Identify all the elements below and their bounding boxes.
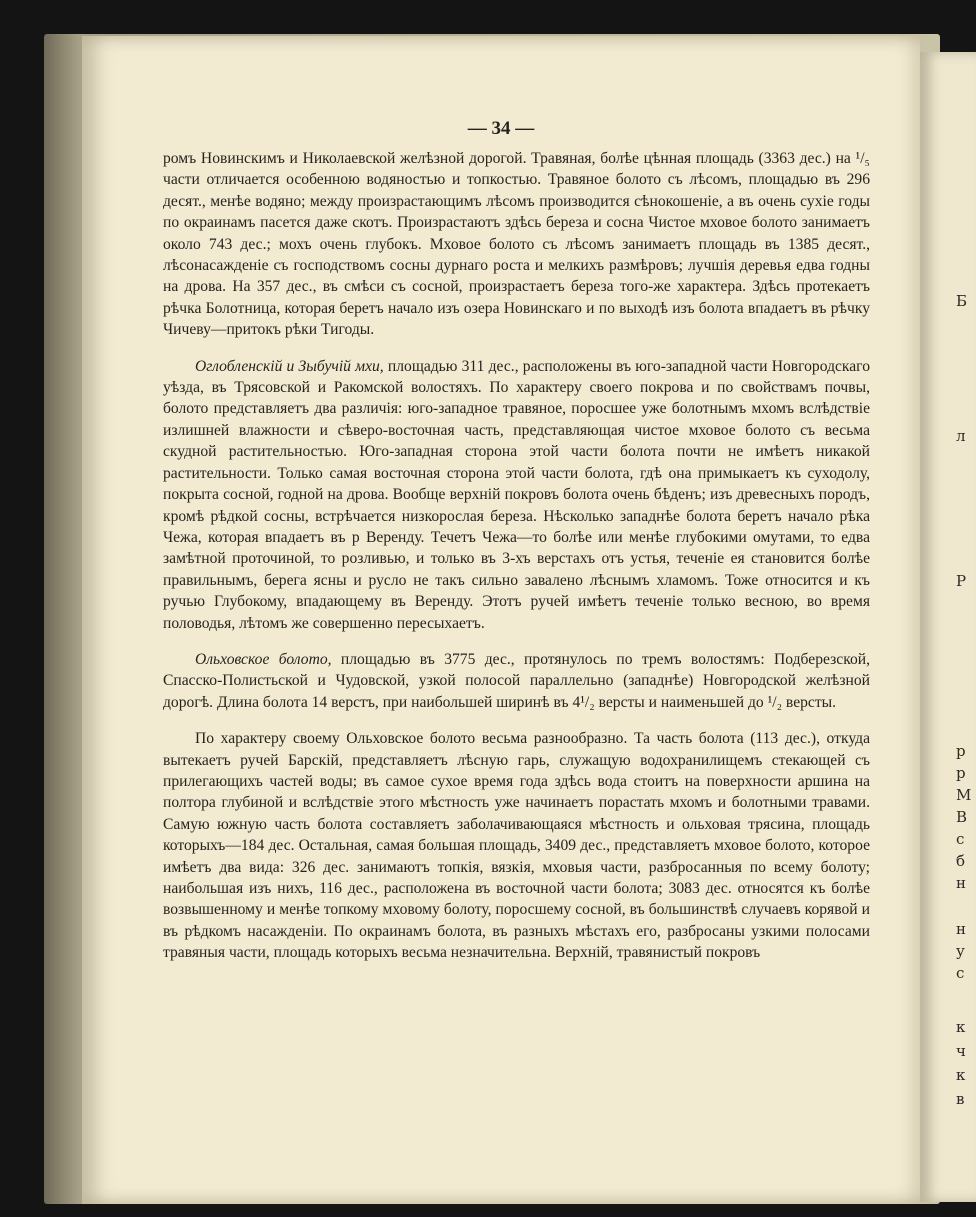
adjacent-page-letter: к [956, 1018, 966, 1036]
adjacent-page-letter: Р [956, 572, 967, 590]
paragraph [163, 148, 870, 341]
adjacent-page-letter: с [956, 964, 965, 982]
paragraph-lead-italic: Оглобленскій и Зыбучій мхи, [195, 357, 384, 375]
paragraph [163, 649, 870, 713]
adjacent-page-strip [920, 52, 976, 1202]
adjacent-page-letter: ч [956, 1042, 966, 1060]
adjacent-page-letter: р [956, 764, 966, 782]
paragraph-text: площадью 311 дес., расположены въ юго-западной части Новгородскаго уѣзда, въ Трясовской и Ракомской волостяхъ. По характеру своего покрова и по свойствамъ почвы, болото представляетъ два различія: юго-западное травяное, поросшее уже болотнымъ мхомъ вслѣдствіе излишней влажности и сѣверо-восточная часть, представляющая чистое мховое болото съ весьма скудной растительностью. Юго-западная сторона этой части болота почти не имѣетъ никакой растительности. Только самая восточная сторона этой части болота, гдѣ она примыкаетъ къ суходолу, покрыта сосной, годной на дрова. Вообще верхній покровъ болота очень бѣденъ; изъ древесныхъ породъ, кромѣ рѣдкой сосны, встрѣчается низкорослая береза. Нѣсколько западнѣе болота беретъ начало рѣка Чежа, которая впадаетъ въ р Веренду. Течетъ Чежа—то болѣе или менѣе глубокими омутами, то едва замѣтной проточиной, то розливью, и только въ 3-хъ верстахъ отъ устья, теченіе ея становится болѣе правильнымъ, берега ясны и русло не такъ сильно завалено лѣснымъ хламомъ. Тоже относится и къ ручью Глубокому, впадающему въ Веренду. Этотъ ручей имѣетъ теченіе только весною, во время половодья, лѣтомъ же совершенно пересыхаетъ. [163, 357, 870, 632]
paragraph-lead-italic: Ольховское болото, [195, 650, 332, 668]
book-page [82, 36, 920, 1204]
paragraph-text: ромъ Новинскимъ и Николаевской желѣзной дорогой. Травяная, болѣе цѣнная площадь (3363 дес.) на ¹/₅ части отличается особенною водяностью и топкостью. Травяное болото съ лѣсомъ, площадью въ 296 десят., менѣе водяно; между произрастающимъ лѣсомъ производится сѣнокошеніе, а въ очень сухіе годы по окраинамъ пасется даже скотъ. Произрастаютъ здѣсь береза и сосна Чистое мховое болото занимаетъ около 743 дес.; мохъ очень глубокъ. Мховое болото съ лѣсомъ занимаетъ площадь въ 1385 десят., лѣсонасажденіе съ господствомъ сосны дурнаго роста и мелкихъ размѣровъ; лучшія деревья едва годны на дрова. На 357 дес., въ смѣси съ сосной, произрастаетъ береза того-же характера. Здѣсь протекаетъ рѣчка Болотница, которая беретъ начало изъ озера Новинскаго и по выходѣ изъ болота впадаетъ въ рѣчку Чичеву—притокъ рѣки Тигоды. [163, 150, 870, 339]
adjacent-page-letter: М [956, 786, 972, 804]
adjacent-page-letter: к [956, 1066, 966, 1084]
adjacent-page-letter: В [956, 808, 968, 826]
paragraph-text: По характеру своему Ольховское болото весьма разнообразно. Та часть болота (113 дес.), откуда вытекаетъ ручей Барскій, представляетъ лѣсную гарь, служащую водохранилищемъ стекающей съ прилегающихъ частей воды; въ самое сухое время года здѣсь вода стоитъ на поверхности аршина на полтора глубиной и вслѣдствіе этого мѣстность уже начинаетъ порастать мхомъ и болотными травами. Самую южную часть болота составляетъ заболачивающаяся мѣстность и ольховая трясина, площадь которыхъ—184 дес. Остальная, самая большая площадь, 3409 дес., представляетъ мховое болото, которое имѣетъ два вида: 326 дес. занимаютъ топкія, вязкія, мховыя части, разбросанныя по всему болоту; наибольшая изъ нихъ, 116 дес., расположена въ восточной части болота; 3083 дес. относятся къ болѣе возвышенному и менѣе топкому мховому болоту, поросшему сосной, въ большинствѣ случаевъ корявой и въ рѣдкомъ насажденіи. По окраинамъ болота, въ разныхъ мѣстахъ его, разбросаны узкими полосами травяныя части, площадь которыхъ весьма незначительна. Верхній, травянистый покровъ [163, 730, 870, 962]
page-number: — 34 — [467, 118, 535, 139]
adjacent-page-letter: у [956, 942, 965, 960]
adjacent-page-letter: н [956, 920, 966, 938]
adjacent-page-letter: н [956, 874, 966, 892]
paragraph [163, 356, 870, 634]
paragraph [163, 728, 870, 963]
adjacent-page-letter: р [956, 742, 966, 760]
adjacent-page-letter: Б [956, 292, 968, 310]
adjacent-page-letter: с [956, 830, 965, 848]
page-body [163, 148, 870, 979]
adjacent-page-letter: б [956, 852, 966, 870]
adjacent-page-letter: в [956, 1090, 965, 1108]
adjacent-page-letter: л [956, 427, 966, 445]
paragraph-text: площадью въ 3775 дес., протянулось по тремъ волостямъ: Подберезской, Спасско-Полистьской и Чудовской, узкой полосой параллельно (западнѣе) Новгородской желѣзной дорогѣ. Длина болота 14 верстъ, при наибольшей ширинѣ въ 4¹/₂ версты и наименьшей до ¹/₂ версты. [163, 650, 871, 711]
